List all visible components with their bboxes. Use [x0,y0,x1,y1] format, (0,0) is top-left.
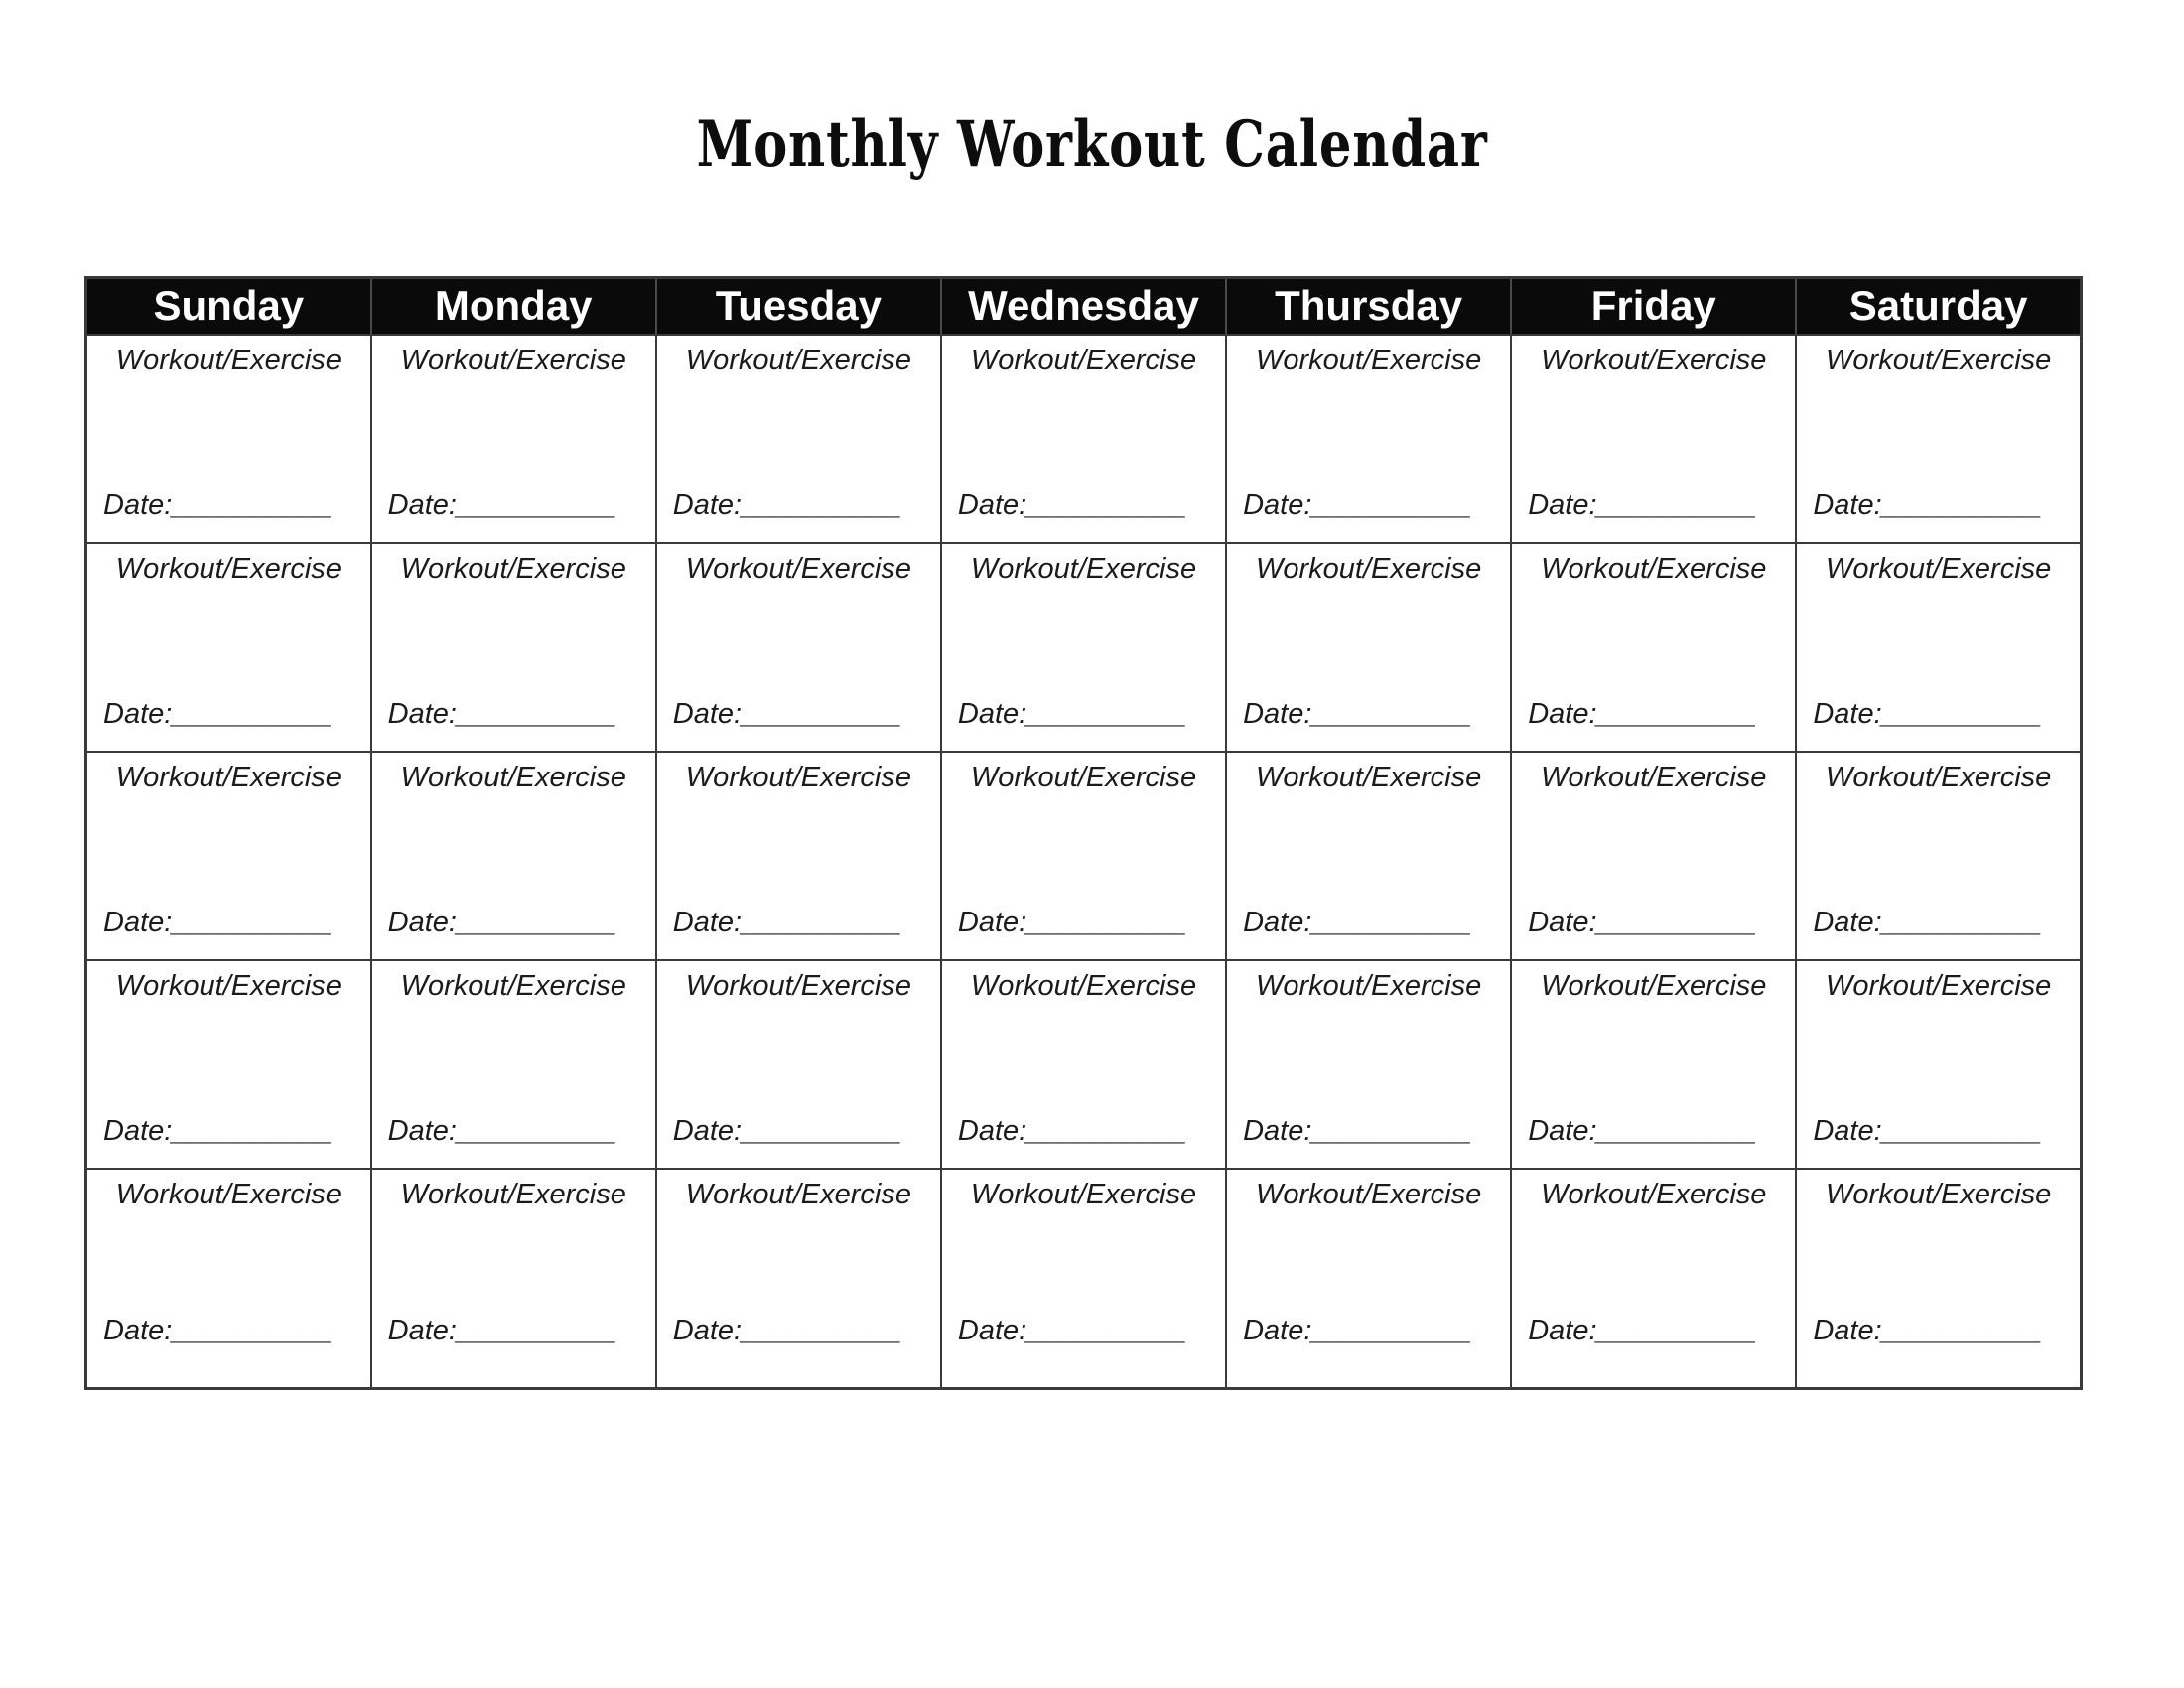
calendar-cell-content [1797,336,2080,542]
date-blank-line[interactable]: __________ [742,907,902,938]
date-blank-line[interactable]: __________ [742,490,902,521]
date-label: Date: [957,490,1027,521]
workout-exercise-label: Workout/Exercise [1826,969,2052,1002]
calendar-header [86,278,2082,335]
date-blank-line[interactable]: __________ [1881,1115,2042,1147]
date-label: Date: [1813,907,1882,938]
calendar-cell[interactable] [656,335,941,543]
page-title-wrap [0,107,2184,182]
calendar-cell[interactable] [371,1169,656,1389]
calendar-cell[interactable] [1796,543,2081,752]
day-header-friday: Friday [1511,278,1796,335]
calendar-week-row [86,543,2082,752]
calendar-cell-content [1797,753,2080,959]
workout-exercise-label: Workout/Exercise [1256,761,1482,793]
date-row [1797,491,2080,542]
calendar-cell[interactable] [1226,543,1511,752]
workout-exercise-label: Workout/Exercise [115,761,341,793]
date-blank-line[interactable]: __________ [1026,1115,1187,1147]
day-header-saturday: Saturday [1796,278,2081,335]
day-header-monday: Monday [371,278,656,335]
calendar-cell-content [1227,1170,1510,1388]
calendar-week-row [86,960,2082,1169]
workout-exercise-label: Workout/Exercise [1541,1178,1767,1210]
date-row [657,491,940,542]
calendar-cell-content [1227,961,1510,1168]
date-label: Date: [103,698,173,730]
date-blank-line[interactable]: __________ [1881,490,2042,521]
calendar-cell-content [657,1170,940,1388]
calendar-header-row [86,278,2082,335]
calendar-cell[interactable] [1511,960,1796,1169]
date-row [87,1316,370,1387]
date-row [1797,908,2080,959]
calendar-cell-content [942,961,1225,1168]
calendar-cell[interactable] [656,1169,941,1389]
calendar-cell[interactable] [1226,335,1511,543]
calendar-cell-content [1797,961,2080,1168]
date-row [1227,908,1510,959]
date-blank-line[interactable]: __________ [456,1316,617,1347]
date-blank-line[interactable]: __________ [1026,490,1187,521]
page-title: Monthly Workout Calendar [696,107,1488,182]
date-label: Date: [1813,1115,1882,1147]
date-label: Date: [387,1115,457,1147]
calendar-cell[interactable] [941,752,1226,960]
calendar-cell[interactable] [86,543,371,752]
calendar-cell[interactable] [86,1169,371,1389]
date-row [87,908,370,959]
date-row [1512,1316,1795,1387]
workout-calendar-table [84,276,2083,1390]
workout-exercise-label: Workout/Exercise [1541,552,1767,585]
date-label: Date: [1243,1316,1312,1347]
calendar-cell[interactable] [1796,335,2081,543]
date-blank-line[interactable]: __________ [1596,907,1757,938]
date-label: Date: [672,1115,743,1147]
calendar-cell-content [942,336,1225,542]
day-header-tuesday: Tuesday [656,278,941,335]
date-blank-line[interactable]: __________ [1881,1316,2042,1347]
date-row [87,699,370,751]
date-label: Date: [957,1316,1027,1347]
date-blank-line[interactable]: __________ [1311,907,1472,938]
calendar-cell-content [657,961,940,1168]
calendar-cell[interactable] [1226,960,1511,1169]
date-row [372,491,655,542]
calendar-cell-content [87,1170,370,1388]
date-row [942,491,1225,542]
calendar-cell-content [1512,753,1795,959]
calendar-week-row [86,335,2082,543]
workout-exercise-label: Workout/Exercise [115,552,341,585]
calendar-cell-content [1227,336,1510,542]
date-row [1227,1116,1510,1168]
date-label: Date: [1528,1115,1597,1147]
date-label: Date: [957,1115,1027,1147]
calendar-cell[interactable] [656,752,941,960]
calendar-cell[interactable] [941,1169,1226,1389]
calendar-cell-content [657,753,940,959]
calendar-cell-content [87,753,370,959]
calendar-cell[interactable] [371,752,656,960]
date-label: Date: [103,490,173,521]
date-blank-line[interactable]: __________ [1311,1316,1472,1347]
workout-exercise-label: Workout/Exercise [685,761,911,793]
calendar-cell[interactable] [1511,1169,1796,1389]
date-label: Date: [1813,490,1882,521]
calendar-cell-content [87,961,370,1168]
calendar-cell-content [942,753,1225,959]
workout-exercise-label: Workout/Exercise [970,552,1197,585]
workout-exercise-label: Workout/Exercise [1826,1178,2052,1210]
workout-exercise-label: Workout/Exercise [1541,761,1767,793]
date-row [372,908,655,959]
workout-exercise-label: Workout/Exercise [115,969,341,1002]
date-label: Date: [387,907,457,938]
date-row [87,1116,370,1168]
calendar-cell[interactable] [1226,1169,1511,1389]
calendar-week-row [86,1169,2082,1389]
date-label: Date: [957,907,1027,938]
date-blank-line[interactable]: __________ [456,698,617,730]
date-row [1512,491,1795,542]
date-label: Date: [387,490,457,521]
date-label: Date: [1243,1115,1312,1147]
workout-exercise-label: Workout/Exercise [685,1178,911,1210]
calendar-cell-content [1227,544,1510,751]
workout-exercise-label: Workout/Exercise [1541,344,1767,376]
date-label: Date: [1528,1316,1597,1347]
date-label: Date: [957,698,1027,730]
date-blank-line[interactable]: __________ [172,1115,333,1147]
date-blank-line[interactable]: __________ [1026,1316,1187,1347]
date-blank-line[interactable]: __________ [1596,1316,1757,1347]
date-blank-line[interactable]: __________ [172,490,333,521]
date-blank-line[interactable]: __________ [456,490,617,521]
date-blank-line[interactable]: __________ [1881,698,2042,730]
workout-exercise-label: Workout/Exercise [1541,969,1767,1002]
calendar-cell-content [1227,753,1510,959]
date-blank-line[interactable]: __________ [1596,490,1757,521]
workout-exercise-label: Workout/Exercise [970,344,1197,376]
date-blank-line[interactable]: __________ [1311,1115,1472,1147]
date-row [1797,1316,2080,1387]
date-row [1227,1316,1510,1387]
date-blank-line[interactable]: __________ [742,1316,902,1347]
date-row [372,1316,655,1387]
date-row [657,1116,940,1168]
date-row [1797,699,2080,751]
date-row [657,908,940,959]
calendar-cell-content [1512,1170,1795,1388]
date-row [87,491,370,542]
workout-exercise-label: Workout/Exercise [1826,761,2052,793]
calendar-cell-content [372,544,655,751]
calendar-cell-content [1797,544,2080,751]
date-label: Date: [103,907,173,938]
calendar-cell-content [372,336,655,542]
workout-exercise-label: Workout/Exercise [685,969,911,1002]
date-row [942,1316,1225,1387]
date-label: Date: [387,698,457,730]
date-label: Date: [672,490,743,521]
date-row [1227,491,1510,542]
calendar-cell[interactable] [86,752,371,960]
calendar-cell[interactable] [1511,335,1796,543]
date-label: Date: [1243,490,1312,521]
workout-exercise-label: Workout/Exercise [400,552,626,585]
workout-exercise-label: Workout/Exercise [400,344,626,376]
calendar-cell[interactable] [371,335,656,543]
workout-exercise-label: Workout/Exercise [400,969,626,1002]
date-label: Date: [387,1316,457,1347]
calendar-cell-content [372,753,655,959]
workout-exercise-label: Workout/Exercise [1256,552,1482,585]
calendar-cell[interactable] [1511,752,1796,960]
date-blank-line[interactable]: __________ [172,698,333,730]
calendar-cell[interactable] [86,335,371,543]
workout-exercise-label: Workout/Exercise [1256,1178,1482,1210]
workout-exercise-label: Workout/Exercise [1826,344,2052,376]
workout-exercise-label: Workout/Exercise [1256,344,1482,376]
workout-exercise-label: Workout/Exercise [400,761,626,793]
calendar-cell[interactable] [1511,543,1796,752]
date-row [942,1116,1225,1168]
calendar-cell-content [372,961,655,1168]
calendar-cell[interactable] [1796,752,2081,960]
date-label: Date: [1243,907,1312,938]
date-row [1227,699,1510,751]
date-row [1512,1116,1795,1168]
date-row [372,699,655,751]
calendar-cell[interactable] [86,960,371,1169]
date-label: Date: [1528,698,1597,730]
date-label: Date: [1528,907,1597,938]
date-blank-line[interactable]: __________ [1596,698,1757,730]
calendar-cell[interactable] [1226,752,1511,960]
workout-exercise-label: Workout/Exercise [685,552,911,585]
date-blank-line[interactable]: __________ [1026,698,1187,730]
date-label: Date: [672,698,743,730]
date-row [1512,908,1795,959]
date-row [657,699,940,751]
calendar-cell-content [657,544,940,751]
workout-exercise-label: Workout/Exercise [970,1178,1197,1210]
date-blank-line[interactable]: __________ [1881,907,2042,938]
date-row [657,1316,940,1387]
workout-exercise-label: Workout/Exercise [685,344,911,376]
calendar-cell-content [1512,336,1795,542]
calendar-cell-content [372,1170,655,1388]
calendar-body [86,335,2082,1389]
workout-exercise-label: Workout/Exercise [115,1178,341,1210]
date-blank-line[interactable]: __________ [456,907,617,938]
date-blank-line[interactable]: __________ [172,1316,333,1347]
workout-exercise-label: Workout/Exercise [1256,969,1482,1002]
date-blank-line[interactable]: __________ [742,698,902,730]
date-row [942,908,1225,959]
date-label: Date: [103,1115,173,1147]
calendar-cell-content [657,336,940,542]
calendar-cell-content [942,544,1225,751]
date-blank-line[interactable]: __________ [1311,490,1472,521]
calendar-week-row [86,752,2082,960]
date-label: Date: [1813,698,1882,730]
workout-exercise-label: Workout/Exercise [1826,552,2052,585]
workout-exercise-label: Workout/Exercise [970,969,1197,1002]
date-blank-line[interactable]: __________ [742,1115,902,1147]
calendar-cell[interactable] [941,543,1226,752]
date-row [1512,699,1795,751]
calendar-cell-content [942,1170,1225,1388]
calendar-cell-content [87,336,370,542]
date-blank-line[interactable]: __________ [1596,1115,1757,1147]
date-label: Date: [1243,698,1312,730]
date-blank-line[interactable]: __________ [456,1115,617,1147]
calendar-cell[interactable] [656,960,941,1169]
date-blank-line[interactable]: __________ [172,907,333,938]
day-header-wednesday: Wednesday [941,278,1226,335]
calendar-cell[interactable] [941,960,1226,1169]
workout-exercise-label: Workout/Exercise [115,344,341,376]
calendar-cell-content [87,544,370,751]
date-row [1797,1116,2080,1168]
calendar-cell-content [1797,1170,2080,1388]
date-label: Date: [1813,1316,1882,1347]
date-row [942,699,1225,751]
date-label: Date: [103,1316,173,1347]
workout-exercise-label: Workout/Exercise [970,761,1197,793]
calendar-cell[interactable] [371,543,656,752]
date-blank-line[interactable]: __________ [1311,698,1472,730]
date-row [372,1116,655,1168]
date-blank-line[interactable]: __________ [1026,907,1187,938]
date-label: Date: [672,1316,743,1347]
date-label: Date: [1528,490,1597,521]
calendar-cell[interactable] [656,543,941,752]
date-label: Date: [672,907,743,938]
calendar-cell[interactable] [941,335,1226,543]
workout-exercise-label: Workout/Exercise [400,1178,626,1210]
calendar-cell[interactable] [1796,960,2081,1169]
day-header-thursday: Thursday [1226,278,1511,335]
calendar-cell-content [1512,961,1795,1168]
calendar-cell[interactable] [371,960,656,1169]
calendar-cell-content [1512,544,1795,751]
calendar-cell[interactable] [1796,1169,2081,1389]
day-header-sunday: Sunday [86,278,371,335]
